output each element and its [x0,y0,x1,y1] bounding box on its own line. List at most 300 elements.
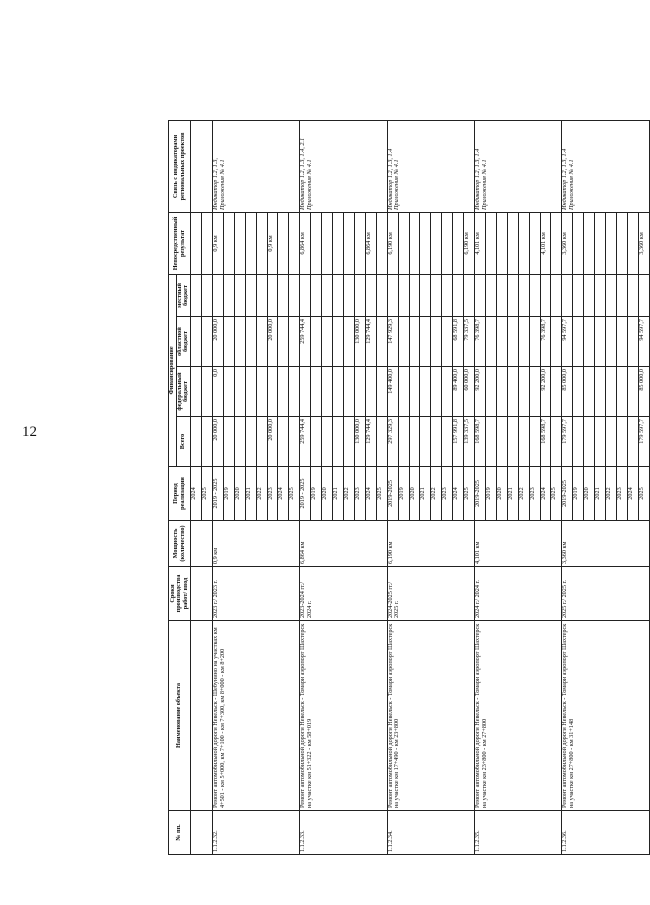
header-regional: областной бюджет [176,317,190,367]
cell-num [191,811,213,855]
cell-period: 2024 [453,467,464,521]
cell-local [311,274,322,316]
cell-federal [223,367,234,417]
cell-result: 3,360 км [638,212,649,274]
cell-total [420,417,431,467]
cell-total: 139 337,5 [464,417,475,467]
cell-federal [606,367,617,417]
cell-federal [365,367,376,417]
cell-federal [627,367,638,417]
cell-federal [529,367,540,417]
cell-local [234,274,245,316]
cell-local [627,274,638,316]
cell-total [529,417,540,467]
cell-total [551,417,562,467]
cell-regional [409,317,420,367]
cell-period: 2022 [518,467,529,521]
cell-period: 2021 [595,467,606,521]
cell-term: 2025 г./ 2025 г. [562,567,650,621]
table-body [191,120,650,854]
cell-local [398,274,409,316]
cell-federal [376,367,387,417]
cell-result [311,212,322,274]
cell-federal [431,367,442,417]
header-period: Период реализации [169,467,191,521]
cell-period: 2023 [442,467,453,521]
cell-period: 2023 [267,467,278,521]
cell-result: 6,864 км [365,212,376,274]
cell-total [442,417,453,467]
cell-period: 2025 [464,467,475,521]
cell-regional [431,317,442,367]
cell-total: 20 000,0 [267,417,278,467]
cell-period: 2025 [376,467,387,521]
table-row [562,120,573,854]
cell-result [595,212,606,274]
cell-result [343,212,354,274]
cell-local [201,274,212,316]
cell-federal [398,367,409,417]
cell-result: 6,190 км [464,212,475,274]
header-local: местный бюджет [176,274,190,316]
header-result: Непосредственный результат [169,212,191,274]
cell-regional [627,317,638,367]
cell-period: 2023 [354,467,365,521]
cell-local [464,274,475,316]
cell-federal: 0,0 [212,367,223,417]
cell-period: 2022 [606,467,617,521]
cell-local [453,274,464,316]
cell-local [638,274,649,316]
cell-capacity: 0,9 км [212,521,299,567]
cell-regional: 20 000,0 [212,317,223,367]
cell-regional [485,317,496,367]
cell-result [617,212,628,274]
cell-total [507,417,518,467]
cell-total: 168 598,7 [475,417,486,467]
cell-result [376,212,387,274]
cell-total: 157 991,8 [453,417,464,467]
cell-capacity: 4,101 км [475,521,562,567]
cell-total [234,417,245,467]
cell-result [289,212,300,274]
cell-regional [420,317,431,367]
cell-result [333,212,344,274]
cell-period: 2025 [638,467,649,521]
cell-result [398,212,409,274]
cell-result [191,212,202,274]
page-number: 12 [22,424,37,440]
cell-regional [343,317,354,367]
cell-link: Индикатор 1.2, 1.3, 1.4 Приложения № 4.1 [475,120,562,212]
cell-period: 2019 [398,467,409,521]
cell-regional [256,317,267,367]
cell-total: 179 597,7 [562,417,573,467]
cell-total [201,417,212,467]
table-header [169,120,191,854]
table-row [212,120,223,854]
cell-regional [333,317,344,367]
cell-federal [322,367,333,417]
cell-name: Ремонт автомобильной дороги Невельск - Томари аэропорт Шахтерск на участке км 17+490 - км 23+800 [387,621,474,811]
cell-result: 6,864 км [300,212,311,274]
cell-regional [606,317,617,367]
cell-local [529,274,540,316]
header-name: Наименование объекта [169,621,191,811]
cell-federal [256,367,267,417]
cell-local [475,274,486,316]
cell-local [540,274,551,316]
cell-link: Индикатор 1.2, 1.3, 1.4 Приложения № 4.1 [387,120,474,212]
cell-result [529,212,540,274]
cell-term: 2024-2025 гг./ 2025 г. [387,567,474,621]
cell-name: Ремонт автомобильной дороги Невельск - Томари аэропорт Шахтерск на участке км 51+322 - км 58+019 [300,621,387,811]
cell-period: 2024 [278,467,289,521]
cell-federal [496,367,507,417]
cell-total [518,417,529,467]
cell-result [496,212,507,274]
cell-regional [584,317,595,367]
table-row [300,120,311,854]
cell-total: 179 597,7 [638,417,649,467]
cell-regional: 76 398,7 [540,317,551,367]
cell-result: 6,190 км [387,212,398,274]
cell-local [333,274,344,316]
cell-federal: 85 000,0 [562,367,573,417]
cell-federal [333,367,344,417]
cell-period: 2025 [551,467,562,521]
cell-federal [551,367,562,417]
cell-period: 2021 [507,467,518,521]
cell-regional [322,317,333,367]
cell-regional [529,317,540,367]
cell-result [485,212,496,274]
cell-local [551,274,562,316]
cell-period: 2024 [540,467,551,521]
cell-regional [507,317,518,367]
cell-regional [376,317,387,367]
cell-regional: 129 744,4 [365,317,376,367]
cell-period: 2022 [431,467,442,521]
financing-table [168,120,650,855]
cell-total [398,417,409,467]
cell-period: 2024 [365,467,376,521]
cell-period: 2021 [420,467,431,521]
cell-period: 2019 [223,467,234,521]
cell-regional [442,317,453,367]
header-term: Сроки производства работ/ ввод [169,567,191,621]
cell-period: 2020 [409,467,420,521]
cell-total: 130 000,0 [354,417,365,467]
cell-federal [300,367,311,417]
cell-period: 2021 [333,467,344,521]
cell-period: 2020 [496,467,507,521]
cell-result [431,212,442,274]
cell-term: 2023 г./ 2023 г. [212,567,299,621]
cell-total [409,417,420,467]
cell-total: 259 744,4 [300,417,311,467]
cell-local [584,274,595,316]
cell-num: 1.1.2.36. [562,811,650,855]
cell-num: 1.1.2.32. [212,811,299,855]
cell-federal: 89 400,0 [453,367,464,417]
cell-federal [234,367,245,417]
cell-federal [278,367,289,417]
cell-federal [191,367,202,417]
cell-total [496,417,507,467]
cell-federal [595,367,606,417]
header-financing: Финансирование [169,274,177,466]
cell-term: 2024 г./ 2024 г. [475,567,562,621]
cell-federal [507,367,518,417]
cell-regional: 94 597,7 [638,317,649,367]
cell-num: 1.1.2.35. [475,811,562,855]
cell-local [300,274,311,316]
cell-local [562,274,573,316]
cell-result: 4,101 км [475,212,486,274]
cell-period: 2025 [289,467,300,521]
cell-local [278,274,289,316]
cell-federal [289,367,300,417]
table-row [475,120,486,854]
cell-regional [398,317,409,367]
cell-regional: 130 000,0 [354,317,365,367]
cell-term: 2023-2024 гг./ 2024 г. [300,567,387,621]
cell-federal: 92 200,0 [540,367,551,417]
cell-total [223,417,234,467]
table-row [191,120,202,854]
cell-capacity: 6,190 км [387,521,474,567]
cell-result [518,212,529,274]
cell-regional [551,317,562,367]
cell-local [191,274,202,316]
header-federal: федеральный бюджет [176,367,190,417]
cell-period: 2022 [343,467,354,521]
table-row [387,120,398,854]
cell-num: 1.1.2.34. [387,811,474,855]
cell-result [420,212,431,274]
cell-total: 129 744,4 [365,417,376,467]
cell-result [234,212,245,274]
cell-total [191,417,202,467]
cell-link [191,120,213,212]
cell-total: 297 329,3 [387,417,398,467]
header-link: Связь с индикаторами региональных проектов [169,120,191,212]
cell-num: 1.1.2.33. [300,811,387,855]
cell-period: 2019-2025 [475,467,486,521]
cell-regional [201,317,212,367]
cell-local [485,274,496,316]
cell-regional [289,317,300,367]
cell-local [409,274,420,316]
cell-period: 2022 [256,467,267,521]
cell-period: 2019-2025 [562,467,573,521]
cell-regional: 68 591,8 [453,317,464,367]
cell-local [223,274,234,316]
cell-total [376,417,387,467]
cell-regional: 259 744,4 [300,317,311,367]
cell-local [245,274,256,316]
cell-total [311,417,322,467]
cell-regional [617,317,628,367]
cell-total [573,417,584,467]
cell-local [518,274,529,316]
cell-federal [485,367,496,417]
cell-federal [584,367,595,417]
cell-regional: 147 929,3 [387,317,398,367]
cell-regional [518,317,529,367]
cell-local [442,274,453,316]
cell-total [322,417,333,467]
cell-total: 20 000,0 [212,417,223,467]
cell-result: 0,9 км [267,212,278,274]
cell-local [212,274,223,316]
cell-period: 2024 [627,467,638,521]
cell-federal [354,367,365,417]
cell-federal [573,367,584,417]
cell-result [573,212,584,274]
cell-period: 2019 [311,467,322,521]
cell-federal: 60 000,0 [464,367,475,417]
cell-result [584,212,595,274]
cell-regional [223,317,234,367]
cell-capacity: 6,864 км [300,521,387,567]
cell-regional [311,317,322,367]
cell-total [333,417,344,467]
cell-regional [191,317,202,367]
cell-period: 2019 [573,467,584,521]
cell-result [256,212,267,274]
cell-result [606,212,617,274]
cell-federal: 149 400,0 [387,367,398,417]
cell-local [343,274,354,316]
cell-local [354,274,365,316]
cell-result: 0,9 км [212,212,223,274]
cell-local [595,274,606,316]
cell-federal [343,367,354,417]
cell-total [584,417,595,467]
cell-link: Индикатор 1.2, 1.3, Приложения № 4.1 [212,120,299,212]
cell-total [245,417,256,467]
cell-local [496,274,507,316]
cell-federal [409,367,420,417]
cell-regional: 79 337,5 [464,317,475,367]
cell-local [322,274,333,316]
cell-result [409,212,420,274]
cell-local [420,274,431,316]
cell-total: 168 598,7 [540,417,551,467]
cell-total [343,417,354,467]
cell-regional [234,317,245,367]
cell-local [431,274,442,316]
cell-total [617,417,628,467]
cell-total [595,417,606,467]
cell-federal [201,367,212,417]
cell-result [551,212,562,274]
cell-federal [311,367,322,417]
cell-result [223,212,234,274]
cell-period: 2024 [191,467,202,521]
cell-total [485,417,496,467]
cell-name: Ремонт автомобильной дороги Невельск - Шебунино на участках км 4+501 - км 5+000, км 7+100 - км 7+300, км 8+000 - км 8+200 [212,621,299,811]
cell-local [289,274,300,316]
cell-result [627,212,638,274]
cell-period: 2019 - 2025 [212,467,223,521]
cell-link: Индикатор 1.2, 1.3, 1.4, 2.1 Приложения № 4.1 [300,120,387,212]
cell-period: 2019 - 2025 [300,467,311,521]
cell-federal [518,367,529,417]
cell-local [256,274,267,316]
cell-local [606,274,617,316]
cell-regional: 94 597,7 [562,317,573,367]
header-capacity: Мощность (количество) [169,521,191,567]
cell-link: Индикатор 1.2, 1.3, 1.4 Приложения № 4.1 [562,120,650,212]
cell-result [507,212,518,274]
cell-name [191,621,213,811]
cell-local [267,274,278,316]
cell-result [245,212,256,274]
cell-local [573,274,584,316]
cell-period: 2023 [529,467,540,521]
cell-total [627,417,638,467]
cell-local [365,274,376,316]
cell-period: 2021 [245,467,256,521]
rotated-table-container [168,121,650,855]
cell-period: 2020 [234,467,245,521]
cell-capacity [191,521,213,567]
cell-federal: 85 000,0 [638,367,649,417]
cell-period: 2020 [584,467,595,521]
cell-regional [245,317,256,367]
cell-name: Ремонт автомобильной дороги Невельск - Томари аэропорт Шахтерск на участке км 27+800 - км 31+148 [562,621,650,811]
cell-period: 2019 [485,467,496,521]
cell-regional [496,317,507,367]
cell-result [278,212,289,274]
cell-total [278,417,289,467]
cell-period: 2020 [322,467,333,521]
cell-local [387,274,398,316]
cell-federal [420,367,431,417]
cell-regional: 20 000,0 [267,317,278,367]
cell-total [289,417,300,467]
cell-capacity: 3,360 км [562,521,650,567]
cell-federal [245,367,256,417]
cell-period: 2025 [201,467,212,521]
cell-federal: 92 200,0 [475,367,486,417]
cell-result [322,212,333,274]
cell-federal [617,367,628,417]
cell-period: 2023 [617,467,628,521]
cell-regional [278,317,289,367]
cell-total [431,417,442,467]
cell-regional [595,317,606,367]
cell-regional [573,317,584,367]
cell-regional: 76 398,7 [475,317,486,367]
cell-total [606,417,617,467]
cell-local [617,274,628,316]
cell-local [376,274,387,316]
header-num: № пп. [169,811,191,855]
cell-term [191,567,213,621]
cell-name: Ремонт автомобильной дороги Невельск - Томари аэропорт Шахтерск на участке км 23+800 - км 27+800 [475,621,562,811]
cell-result: 4,101 км [540,212,551,274]
cell-local [507,274,518,316]
cell-period: 2019-2025 [387,467,398,521]
cell-result [354,212,365,274]
cell-federal [267,367,278,417]
cell-result [453,212,464,274]
cell-result [201,212,212,274]
